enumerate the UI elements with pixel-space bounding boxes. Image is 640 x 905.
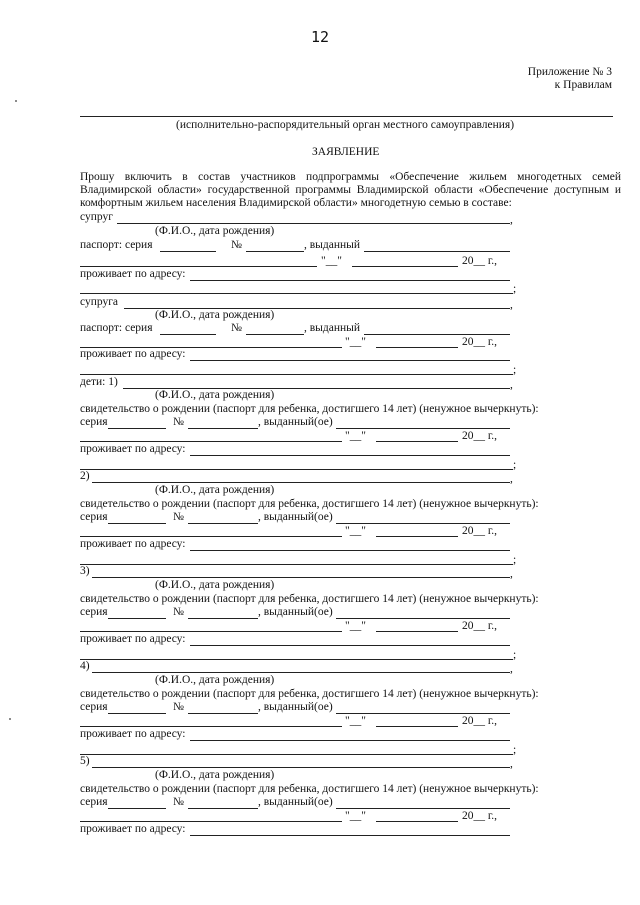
address-field[interactable] [190,835,510,836]
comma: , [510,663,513,675]
husband-label: супруг [80,211,113,223]
year-label: 20__ г., [462,715,498,727]
issued-by-field[interactable] [336,808,510,809]
issued-by-field[interactable] [336,523,510,524]
date-quotes: "__" [345,336,366,348]
date-quotes: "__" [321,255,342,267]
year-label: 20__ г., [462,255,498,267]
form-title: ЗАЯВЛЕНИЕ [312,146,380,158]
address-field-2[interactable] [80,754,513,755]
date-month-field[interactable] [376,441,458,442]
org-caption: (исполнительно-распорядительный орган местного самоуправления) [176,119,515,131]
address-label: проживает по адресу: [80,728,186,740]
number-field[interactable] [188,428,258,429]
number-field[interactable] [188,523,258,524]
issued-by-field-2[interactable] [80,536,342,537]
number-field[interactable] [188,808,258,809]
address-field[interactable] [190,550,510,551]
date-month-field[interactable] [376,347,458,348]
address-field-2[interactable] [80,469,513,470]
issued-by-field-2[interactable] [80,726,342,727]
issued-by-field-2[interactable] [80,441,342,442]
comma: , [510,568,513,580]
semicolon: ; [513,649,517,661]
year-label: 20__ г., [462,336,498,348]
issued-oe-label: , выданный(ое) [258,511,333,523]
address-field[interactable] [190,645,510,646]
address-field[interactable] [190,455,510,456]
address-field-2[interactable] [80,374,513,375]
husband-name-field[interactable] [117,223,510,224]
appendix-number: Приложение № 3 [527,66,612,78]
fio-caption: (Ф.И.О., дата рождения) [155,769,275,781]
certificate-label: свидетельство о рождении (паспорт для ребенка, достигшего 14 лет) (ненужное вычеркнуть): [80,403,539,415]
issued-label: , выданный [304,239,361,251]
number-sign: № [173,606,184,618]
number-sign: № [173,511,184,523]
child3-name-field[interactable] [92,577,510,578]
date-quotes: "__" [345,620,366,632]
date-month-field[interactable] [352,266,458,267]
scan-speck [9,718,11,720]
org-line [80,116,613,117]
issued-by-field-2[interactable] [80,821,342,822]
issued-by-field[interactable] [336,428,510,429]
series-label: серия [80,796,108,808]
passport-series-label: паспорт: серия [80,239,153,251]
number-sign: № [173,796,184,808]
year-label: 20__ г., [462,430,498,442]
issued-by-field[interactable] [336,713,510,714]
issued-by-field[interactable] [364,251,510,252]
semicolon: ; [513,744,517,756]
year-label: 20__ г., [462,525,498,537]
address-label: проживает по адресу: [80,633,186,645]
semicolon: ; [513,283,517,295]
fio-caption: (Ф.И.О., дата рождения) [155,389,275,401]
page-number: 12 [310,28,330,46]
comma: , [510,214,513,226]
address-field-2[interactable] [80,564,513,565]
certificate-label: свидетельство о рождении (паспорт для ребенка, достигшего 14 лет) (ненужное вычеркнуть): [80,498,539,510]
semicolon: ; [513,364,517,376]
address-field[interactable] [190,740,510,741]
issued-by-field-2[interactable] [80,266,317,267]
passport-series-label: паспорт: серия [80,322,153,334]
comma: , [510,758,513,770]
date-quotes: "__" [345,525,366,537]
series-label: серия [80,701,108,713]
address-field-2[interactable] [80,659,513,660]
child4-name-field[interactable] [92,672,510,673]
address-field[interactable] [190,360,510,361]
child5-name-field[interactable] [92,767,510,768]
number-field[interactable] [188,618,258,619]
date-quotes: "__" [345,810,366,822]
comma: , [510,299,513,311]
comma: , [510,473,513,485]
fio-caption: (Ф.И.О., дата рождения) [155,225,275,237]
certificate-label: свидетельство о рождении (паспорт для ребенка, достигшего 14 лет) (ненужное вычеркнуть): [80,593,539,605]
semicolon: ; [513,459,517,471]
number-sign: № [173,416,184,428]
issued-by-field[interactable] [364,334,510,335]
issued-by-field[interactable] [336,618,510,619]
fio-caption: (Ф.И.О., дата рождения) [155,579,275,591]
fio-caption: (Ф.И.О., дата рождения) [155,309,275,321]
number-sign: № [231,239,242,251]
issued-oe-label: , выданный(ое) [258,701,333,713]
number-field[interactable] [188,713,258,714]
passport-number-field[interactable] [246,334,304,335]
date-month-field[interactable] [376,536,458,537]
issued-label: , выданный [304,322,361,334]
issued-by-field-2[interactable] [80,631,342,632]
passport-series-field[interactable] [160,334,216,335]
issued-oe-label: , выданный(ое) [258,606,333,618]
child2-name-field[interactable] [92,482,510,483]
child3-label: 3) [80,565,90,577]
address-field-2[interactable] [80,293,513,294]
child2-label: 2) [80,470,90,482]
address-label: проживает по адресу: [80,538,186,550]
series-field[interactable] [108,808,166,809]
semicolon: ; [513,554,517,566]
date-quotes: "__" [345,715,366,727]
certificate-label: свидетельство о рождении (паспорт для ребенка, достигшего 14 лет) (ненужное вычеркнуть): [80,688,539,700]
series-label: серия [80,416,108,428]
address-field[interactable] [190,280,510,281]
appendix-rules: к Правилам [554,79,612,91]
date-month-field[interactable] [376,631,458,632]
series-label: серия [80,511,108,523]
child4-label: 4) [80,660,90,672]
address-label: проживает по адресу: [80,268,186,280]
certificate-label: свидетельство о рождении (паспорт для ребенка, достигшего 14 лет) (ненужное вычеркнуть): [80,783,539,795]
address-label: проживает по адресу: [80,348,186,360]
scan-speck [15,100,17,102]
fio-caption: (Ф.И.О., дата рождения) [155,674,275,686]
number-sign: № [231,322,242,334]
passport-number-field[interactable] [246,251,304,252]
wife-label: супруга [80,296,119,308]
address-label: проживает по адресу: [80,823,186,835]
address-label: проживает по адресу: [80,443,186,455]
issued-oe-label: , выданный(ое) [258,796,333,808]
series-field[interactable] [108,428,166,429]
series-field[interactable] [108,713,166,714]
child5-label: 5) [80,755,90,767]
issued-oe-label: , выданный(ое) [258,416,333,428]
series-field[interactable] [108,523,166,524]
date-month-field[interactable] [376,821,458,822]
series-field[interactable] [108,618,166,619]
comma: , [510,379,513,391]
series-label: серия [80,606,108,618]
passport-series-field[interactable] [160,251,216,252]
date-quotes: "__" [345,430,366,442]
date-month-field[interactable] [376,726,458,727]
intro-paragraph: Прошу включить в состав участников подпрограммы «Обеспечение жильем многодетных семей Владимирской области» государственной программы Владимирской области «Обеспечение доступным и комфортным жильем населения Владимирской области» многодетную семью в составе: [80,171,621,209]
children-label: дети: 1) [80,376,118,388]
fio-caption: (Ф.И.О., дата рождения) [155,484,275,496]
year-label: 20__ г., [462,620,498,632]
number-sign: № [173,701,184,713]
year-label: 20__ г., [462,810,498,822]
